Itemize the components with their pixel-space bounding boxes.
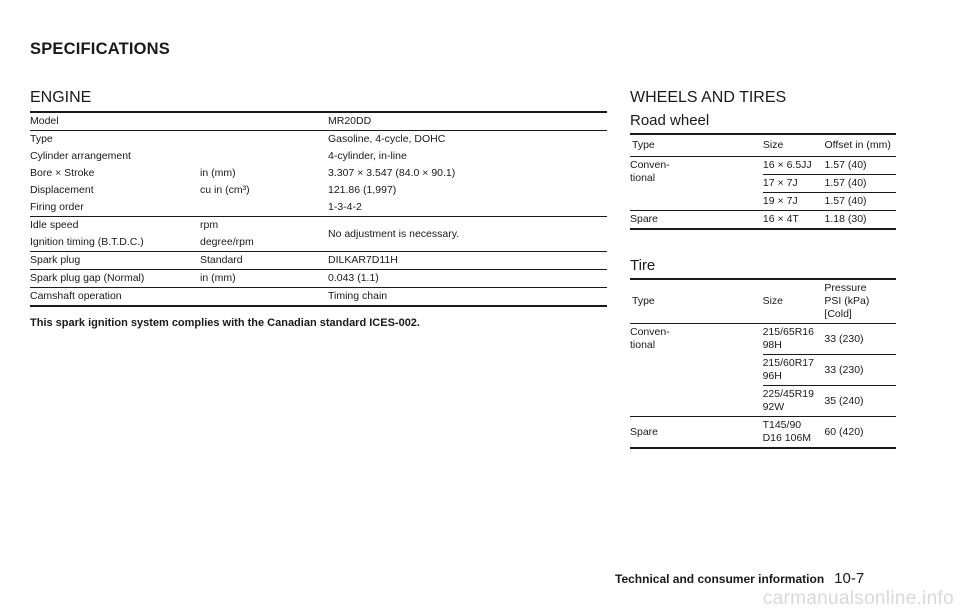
table-row: Firing order 1-3-4-2 xyxy=(30,201,362,213)
table-row: Spark plug gap (Normal) in (mm) 0.043 (1.1) xyxy=(30,270,607,288)
compliance-note: This spark ignition system complies with the Canadian standard ICES-002. xyxy=(30,317,420,329)
table-row: 17 × 7J 1.57 (40) xyxy=(630,175,896,193)
table-row: Cylinder arrangement 4-cylinder, in-line xyxy=(30,150,407,162)
table-header-row: Type Size Pressure PSI (kPa) [Cold] xyxy=(632,282,870,320)
table-row: Conven- tional 215/65R16 98H 33 (230) xyxy=(630,324,896,355)
engine-heading: ENGINE xyxy=(30,89,92,106)
table-row: Type Gasoline, 4-cycle, DOHC xyxy=(30,131,607,149)
table-row: 19 × 7J 1.57 (40) xyxy=(630,193,896,211)
tire-heading: Tire xyxy=(630,257,656,274)
table-row: Idle speed rpm No adjustment is necessary. xyxy=(30,217,607,235)
table-row: Camshaft operation Timing chain xyxy=(30,288,607,307)
table-row: Bore × Stroke in (mm) 3.307 × 3.547 (84.0 × 90.1) xyxy=(30,167,456,179)
table-header-row: Type Size Offset in (mm) xyxy=(632,139,891,151)
table-row: Spare 16 × 4T 1.18 (30) xyxy=(630,211,896,230)
wheels-heading: WHEELS AND TIRES xyxy=(630,89,787,106)
page-title: SPECIFICATIONS xyxy=(30,40,171,58)
watermark: carmanualsonline.info xyxy=(762,588,954,609)
road-wheel-table xyxy=(630,133,896,230)
table-row: Spark plug Standard DILKAR7D11H xyxy=(30,252,607,270)
engine-spec-table xyxy=(30,111,607,307)
road-wheel-heading: Road wheel xyxy=(630,112,710,129)
footer-section-title: Technical and consumer information xyxy=(615,572,825,586)
table-row: Ignition timing (B.T.D.C.) degree/rpm xyxy=(30,236,254,248)
page-footer xyxy=(615,570,864,588)
tire-table xyxy=(630,278,896,449)
table-row: 215/60R17 96H 33 (230) xyxy=(630,355,896,386)
table-row: Displacement cu in (cm³) 121.86 (1,997) xyxy=(30,184,397,196)
page-number: 10-7 xyxy=(834,570,865,587)
table-row: Model MR20DD xyxy=(30,115,372,127)
table-row: Spare T145/90 D16 106M 60 (420) xyxy=(630,417,896,449)
table-row: 225/45R19 92W 35 (240) xyxy=(630,386,896,417)
table-row: Conven- tional 16 × 6.5JJ 1.57 (40) xyxy=(630,157,896,175)
